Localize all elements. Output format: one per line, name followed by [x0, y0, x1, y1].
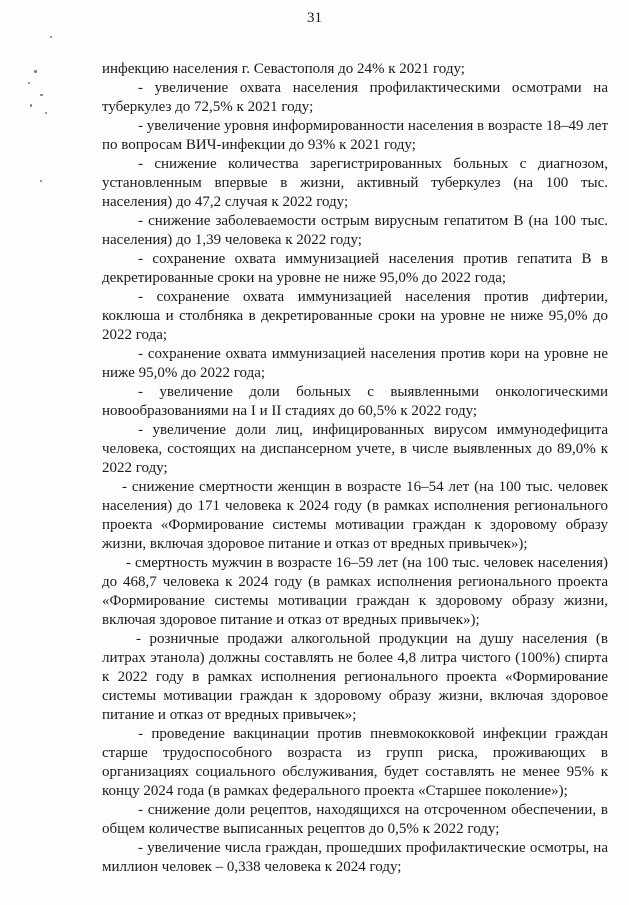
- scan-artifact: [34, 70, 37, 73]
- paragraph-12: - розничные продажи алкогольной продукции на душу населения (в литрах этанола) должны составлять не более 4,8 литра чистого (100%) спирта к 2022 году в рамках исполнения регионального проекта «Формирование системы мотивации граждан к здоровому образу жизни, включая здоровое питание и отказ от вредных привычек»;: [102, 631, 608, 723]
- paragraph-8: - увеличение доли больных с выявленными онкологическими новообразованиями на I и II стадиях до 60,5% к 2022 году;: [102, 384, 608, 419]
- paragraph-10: - снижение смертности женщин в возрасте 16–54 лет (на 100 тыс. человек населения) до 171 человека к 2024 году (в рамках исполнения регионального проекта «Формирование системы мотивации граждан к здоровому образу жизни, включая здоровое питание и отказ от вредных привычек»);: [102, 479, 608, 552]
- paragraph-3: - снижение количества зарегистрированных больных с диагнозом, установленным впервые в жизни, активный туберкулез (на 100 тыс. населения) до 47,2 случая к 2022 году;: [102, 156, 608, 210]
- paragraph-9: - увеличение доли лиц, инфицированных вирусом иммунодефицита человека, состоящих на диспансерном учете, в числе выявленных до 89,0% к 2022 году;: [102, 422, 608, 476]
- paragraph-2: - увеличение уровня информированности населения в возрасте 18–49 лет по вопросам ВИЧ-инфекции до 93% к 2021 году;: [102, 118, 608, 153]
- paragraph-5: - сохранение охвата иммунизацией населения против гепатита В в декретированные сроки на уровне не ниже 95,0% до 2022 года;: [102, 251, 608, 286]
- paragraph-15: - увеличение числа граждан, прошедших профилактические осмотры, на миллион человек – 0,338 человека к 2024 году;: [102, 840, 608, 875]
- scan-artifact: [40, 94, 43, 96]
- paragraph-7: - сохранение охвата иммунизацией населения против кори на уровне не ниже 95,0% до 2022 года;: [102, 346, 608, 381]
- paragraph-14: - снижение доли рецептов, находящихся на отсроченном обеспечении, в общем количестве выписанных рецептов до 0,5% к 2022 году;: [102, 802, 608, 837]
- page-number: 31: [307, 10, 322, 26]
- paragraph-0: инфекцию населения г. Севастополя до 24% к 2021 году;: [102, 61, 465, 77]
- paragraph-11: - смертность мужчин в возрасте 16–59 лет (на 100 тыс. человек населения) до 468,7 человека к 2024 году (в рамках исполнения регионального проекта «Формирование системы мотивации граждан к здоровому образу жизни, включая здоровое питание и отказ от вредных привычек»);: [102, 555, 608, 628]
- paragraph-13: - проведение вакцинации против пневмококковой инфекции граждан старше трудоспособного возраста из групп риска, проживающих в организациях социального обслуживания, будет составлять не менее 95% к концу 2024 года (в рамках федерального проекта «Старшее поколение»);: [102, 726, 608, 799]
- scan-artifact: [28, 82, 30, 84]
- scan-artifact: [40, 180, 42, 182]
- scan-artifact: [30, 104, 32, 107]
- scan-artifact: [45, 112, 47, 114]
- paragraph-4: - снижение заболеваемости острым вирусным гепатитом В (на 100 тыс. населения) до 1,39 человека к 2022 году;: [102, 213, 608, 248]
- scan-artifact: [50, 36, 52, 38]
- paragraph-1: - увеличение охвата населения профилактическими осмотрами на туберкулез до 72,5% к 2021 году;: [102, 80, 608, 115]
- document-body: [102, 60, 608, 877]
- paragraph-6: - сохранение охвата иммунизацией населения против дифтерии, коклюша и столбняка в декретированные сроки на уровне не ниже 95,0% до 2022 года;: [102, 289, 608, 343]
